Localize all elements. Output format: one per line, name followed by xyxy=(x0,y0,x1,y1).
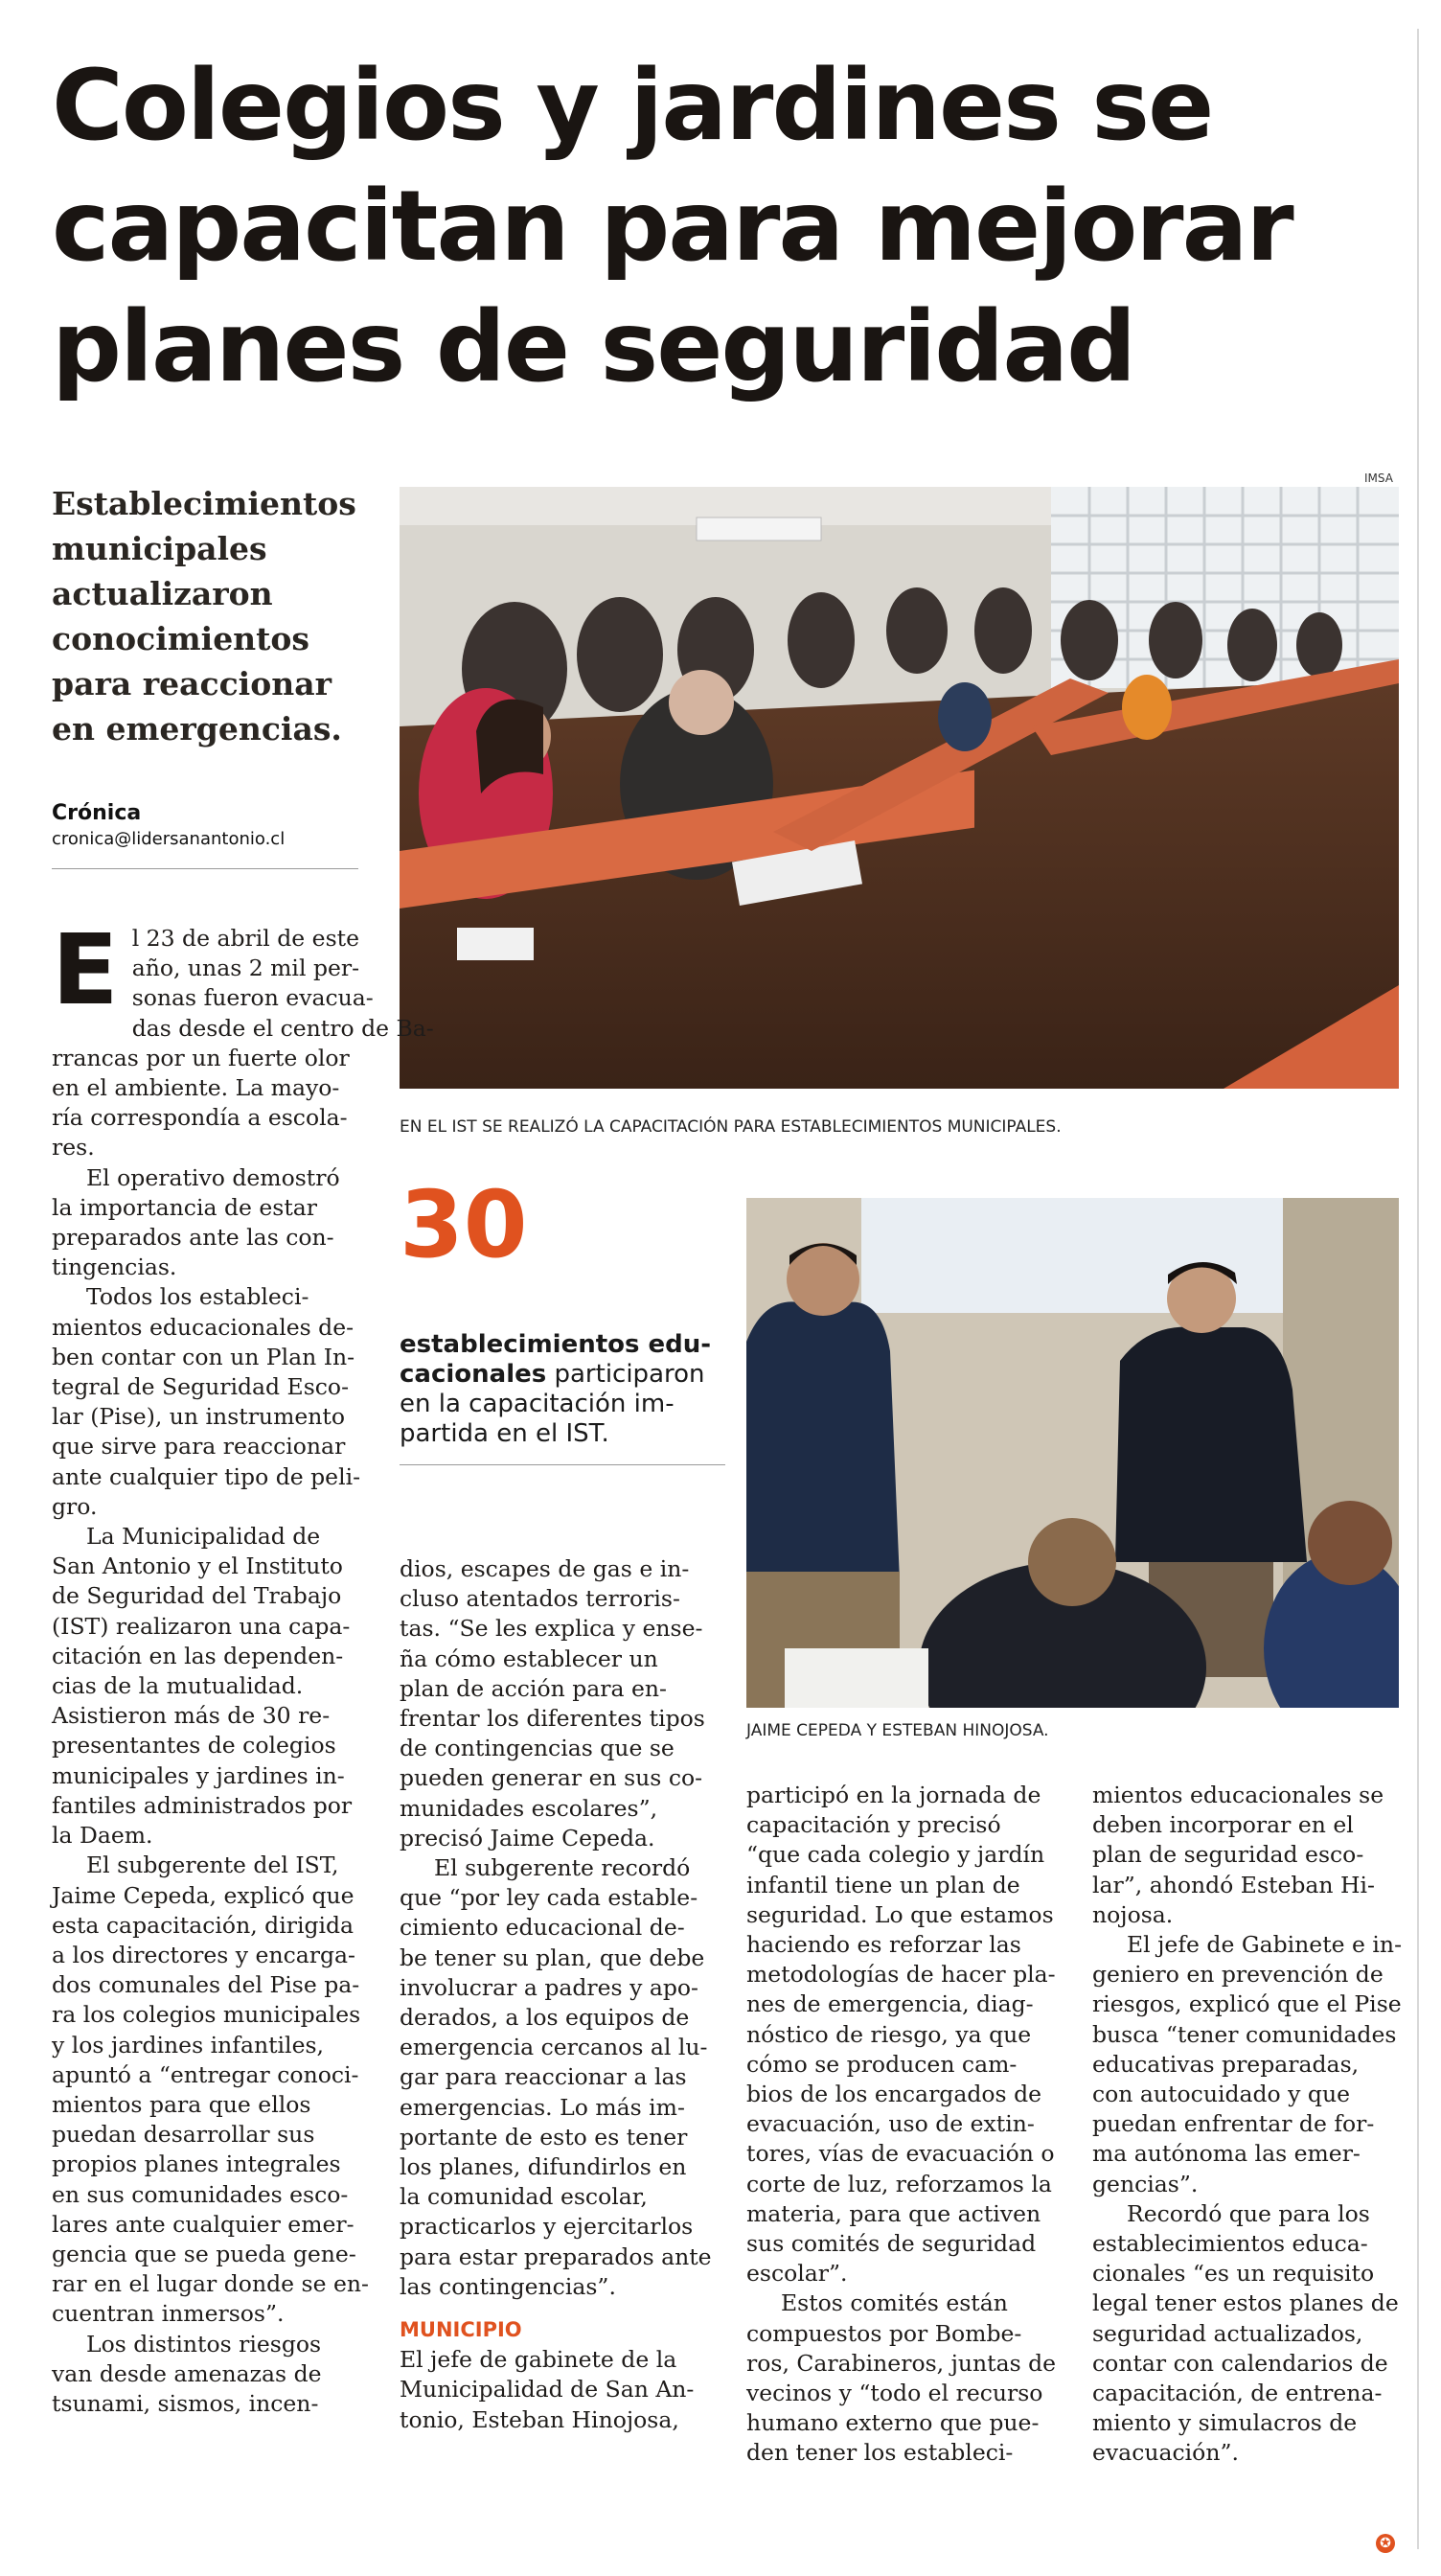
body-line: apuntó a “entregar conoci- xyxy=(52,2060,359,2088)
headline xyxy=(52,46,1393,408)
body-line: gro. xyxy=(52,1492,98,1520)
body-line: (IST) realizaron una capa- xyxy=(52,1612,351,1640)
body-line: precisó Jaime Cepeda. xyxy=(400,1824,655,1852)
body-line: presentantes de colegios xyxy=(52,1732,336,1760)
body-line: mientos educacionales se xyxy=(1092,1782,1384,1808)
body-line: ma autónoma las emer- xyxy=(1092,2140,1361,2168)
body-line: educativas preparadas, xyxy=(1092,2050,1360,2078)
body-line: lares ante cualquier emer- xyxy=(52,2210,355,2238)
byline-rule xyxy=(52,868,358,869)
body-line: Asistieron más de 30 re- xyxy=(52,1702,331,1730)
body-line: puedan desarrollar sus xyxy=(52,2121,315,2149)
body-line: El jefe de gabinete de la xyxy=(400,2346,677,2374)
body-line: corte de luz, reforzamos la xyxy=(746,2170,1052,2197)
classroom-photo-illustration xyxy=(400,487,1399,1089)
body-line: materia, para que activen xyxy=(746,2199,1041,2227)
body-line: geniero en prevención de xyxy=(1092,1961,1384,1989)
body-line: la Daem. xyxy=(52,1822,153,1850)
headline-line: Colegios y jardines se xyxy=(52,49,1213,163)
body-line: evacuación”. xyxy=(1092,2439,1239,2467)
body-line: legal tener estos planes de xyxy=(1092,2289,1399,2317)
body-line: de contingencias que se xyxy=(400,1735,675,1762)
end-mark-icon: ✪ xyxy=(1376,2534,1395,2553)
body-line: seguridad. Lo que estamos xyxy=(746,1900,1054,1928)
body-line: compuestos por Bombe- xyxy=(746,2319,1022,2347)
body-line: bios de los encargados de xyxy=(746,2081,1042,2108)
body-line: gar para reaccionar a las xyxy=(400,2063,687,2091)
body-line: busca “tener comunidades xyxy=(1092,2020,1397,2048)
body-line: sus comités de seguridad xyxy=(746,2230,1037,2258)
body-line: Todos los estableci- xyxy=(86,1283,309,1311)
body-line: ña cómo establecer un xyxy=(400,1644,658,1672)
body-line: humano externo que pue- xyxy=(746,2409,1040,2437)
body-line: be tener su plan, que debe xyxy=(400,1944,705,1971)
body-line: Jaime Cepeda, explicó que xyxy=(52,1881,355,1909)
body-line: mientos educacionales de- xyxy=(52,1313,355,1341)
body-line: das desde el centro de Ba- xyxy=(131,1014,434,1042)
body-line: cómo se producen cam- xyxy=(746,2050,1018,2078)
photo-caption: JAIME CEPEDA Y ESTEBAN HINOJOSA. xyxy=(746,1721,1049,1740)
body-line: dios, escapes de gas e in- xyxy=(400,1555,690,1582)
stat-bold-line: cacionales xyxy=(400,1360,547,1389)
body-line: El jefe de Gabinete e in- xyxy=(1127,1931,1403,1959)
body-line: la importancia de estar xyxy=(52,1193,318,1221)
body-line: de Seguridad del Trabajo xyxy=(52,1582,342,1610)
body-line: frentar los diferentes tipos xyxy=(400,1705,705,1733)
body-line: esta capacitación, dirigida xyxy=(52,1911,355,1939)
stat-line: partida en el IST. xyxy=(400,1419,609,1448)
body-line: ben contar con un Plan In- xyxy=(52,1343,355,1370)
body-line: tsunami, sismos, incen- xyxy=(52,2389,319,2417)
body-line: cias de la mutualidad. xyxy=(52,1672,304,1700)
body-line: El subgerente recordó xyxy=(434,1854,691,1882)
body-line: ros, Carabineros, juntas de xyxy=(746,2349,1057,2377)
body-line: Los distintos riesgos xyxy=(86,2330,322,2358)
body-line: preparados ante las con- xyxy=(52,1224,334,1252)
body-line: que sirve para reaccionar xyxy=(52,1433,346,1460)
stat-rule xyxy=(400,1464,725,1465)
body-line: gencias”. xyxy=(1092,2170,1199,2197)
body-line: ría correspondía a escola- xyxy=(52,1104,348,1132)
body-line: en el ambiente. La mayo- xyxy=(52,1074,340,1102)
body-line: munidades escolares”, xyxy=(400,1794,658,1822)
body-line: capacitación, de entrena- xyxy=(1092,2380,1383,2407)
body-line: infantil tiene un plan de xyxy=(746,1871,1020,1898)
deck-line: actualizaron xyxy=(52,575,273,612)
body-line: cionales “es un requisito xyxy=(1092,2260,1375,2288)
speakers-photo xyxy=(746,1198,1399,1708)
body-line: la comunidad escolar, xyxy=(400,2183,648,2211)
body-line: capacitación y precisó xyxy=(746,1811,1001,1839)
body-column-2 xyxy=(400,1554,716,2435)
deck-line: en emergencias. xyxy=(52,710,342,748)
body-line: mientos para que ellos xyxy=(52,2090,311,2118)
body-line: nojosa. xyxy=(1092,1900,1174,1928)
body-line: tegral de Seguridad Esco- xyxy=(52,1373,350,1401)
stat-text xyxy=(400,1330,725,1449)
body-line: riesgos, explicó que el Pise xyxy=(1092,1990,1402,2018)
body-line: establecimientos educa- xyxy=(1092,2230,1368,2258)
stat-number: 30 xyxy=(400,1171,528,1278)
body-line: con autocuidado y que xyxy=(1092,2081,1351,2108)
body-line: rar en el lugar donde se en- xyxy=(52,2270,369,2298)
body-line: año, unas 2 mil per- xyxy=(131,954,360,982)
body-line: “que cada colegio y jardín xyxy=(746,1841,1045,1869)
body-line: ra los colegios municipales xyxy=(52,2001,361,2029)
body-line: La Municipalidad de xyxy=(86,1523,321,1551)
body-line: lar (Pise), un instrumento xyxy=(52,1403,345,1431)
body-line: miento y simulacros de xyxy=(1092,2409,1358,2437)
body-line: cluso atentados terroris- xyxy=(400,1585,680,1613)
body-line: para estar preparados ante xyxy=(400,2242,712,2270)
body-line: puedan enfrentar de for- xyxy=(1092,2110,1375,2138)
stat-text-fragment: participaron xyxy=(546,1360,705,1389)
deck-line: conocimientos xyxy=(52,620,310,657)
body-line: deben incorporar en el xyxy=(1092,1811,1354,1839)
body-line: citación en las dependen- xyxy=(52,1642,344,1669)
body-line: Estos comités están xyxy=(781,2289,1008,2317)
byline-section: Crónica xyxy=(52,801,142,825)
body-line: participó en la jornada de xyxy=(746,1782,1041,1808)
body-line: van desde amenazas de xyxy=(52,2359,322,2387)
body-line: vecinos y “todo el recurso xyxy=(746,2380,1043,2407)
body-line: plan de acción para en- xyxy=(400,1674,667,1702)
body-line: cimiento educacional de- xyxy=(400,1914,685,1942)
body-line: derados, a los equipos de xyxy=(400,2004,690,2032)
body-line: las contingencias”. xyxy=(400,2272,616,2300)
body-line: nes de emergencia, diag- xyxy=(746,1990,1034,2018)
body-line: evacuación, uso de extin- xyxy=(746,2110,1035,2138)
body-line: San Antonio y el Instituto xyxy=(52,1552,343,1580)
body-line: El operativo demostró xyxy=(86,1163,340,1191)
body-line: practicarlos y ejercitarlos xyxy=(400,2213,694,2241)
body-line: propios planes integrales xyxy=(52,2150,341,2178)
headline-line: planes de seguridad xyxy=(52,290,1135,404)
deck-line: para reaccionar xyxy=(52,665,332,702)
photo-credit: IMSA xyxy=(1364,472,1393,485)
body-column-4 xyxy=(1092,1781,1403,2469)
body-line: contar con calendarios de xyxy=(1092,2349,1388,2377)
body-line: emergencia cercanos al lu- xyxy=(400,2034,708,2061)
body-line: en sus comunidades esco- xyxy=(52,2180,349,2208)
deck xyxy=(52,481,377,751)
photo-caption: EN EL IST SE REALIZÓ LA CAPACITACIÓN PARA ESTABLECIMIENTOS MUNICIPALES. xyxy=(400,1117,1062,1137)
body-line: los planes, difundirlos en xyxy=(400,2153,687,2181)
body-line: Recordó que para los xyxy=(1127,2199,1370,2227)
body-line: Municipalidad de San An- xyxy=(400,2376,695,2404)
byline xyxy=(52,801,377,849)
body-line: gencia que se pueda gene- xyxy=(52,2240,356,2267)
subhead: MUNICIPIO xyxy=(400,2318,522,2342)
speakers-photo-illustration xyxy=(746,1198,1399,1708)
body-line: tingencias. xyxy=(52,1254,177,1281)
body-line: rrancas por un fuerte olor xyxy=(52,1044,350,1071)
body-line: l 23 de abril de este xyxy=(131,925,359,952)
body-line: escolar”. xyxy=(746,2260,848,2288)
body-line: cuentran inmersos”. xyxy=(52,2300,285,2328)
body-line: tas. “Se les explica y ense- xyxy=(400,1615,703,1643)
body-line: y los jardines infantiles, xyxy=(52,2031,325,2058)
body-line: emergencias. Lo más im- xyxy=(400,2093,685,2121)
body-line: den tener los estableci- xyxy=(746,2439,1014,2467)
body-line: plan de seguridad esco- xyxy=(1092,1841,1364,1869)
stat-bold-line: establecimientos edu- xyxy=(400,1330,712,1359)
body-line: a los directores y encarga- xyxy=(52,1941,355,1968)
body-line: municipales y jardines in- xyxy=(52,1761,345,1789)
stat-line: en la capacitación im- xyxy=(400,1390,675,1418)
body-line: sonas fueron evacua- xyxy=(131,984,374,1012)
body-line: El subgerente del IST, xyxy=(86,1852,339,1879)
body-line: metodologías de hacer pla- xyxy=(746,1961,1056,1989)
body-line: que “por ley cada estable- xyxy=(400,1884,698,1912)
body-line: involucrar a padres y apo- xyxy=(400,1973,698,2001)
classroom-photo xyxy=(400,487,1399,1089)
body-line: pueden generar en sus co- xyxy=(400,1764,703,1792)
body-line: haciendo es reforzar las xyxy=(746,1931,1021,1959)
drop-cap: E xyxy=(52,913,119,1027)
body-line: tonio, Esteban Hinojosa, xyxy=(400,2405,679,2433)
deck-line: municipales xyxy=(52,530,267,567)
body-line: nóstico de riesgo, ya que xyxy=(746,2020,1032,2048)
body-line: ante cualquier tipo de peli- xyxy=(52,1462,361,1490)
body-line: dos comunales del Pise pa- xyxy=(52,1971,360,1999)
headline-line: capacitan para mejorar xyxy=(52,170,1292,284)
body-line: lar”, ahondó Esteban Hi- xyxy=(1092,1871,1375,1898)
body-line: res. xyxy=(52,1134,95,1162)
column-rule xyxy=(1417,29,1419,2549)
body-line: fantiles administrados por xyxy=(52,1791,353,1819)
body-column-3 xyxy=(746,1781,1057,2469)
body-line: tores, vías de evacuación o xyxy=(746,2140,1055,2168)
body-line: seguridad actualizados, xyxy=(1092,2319,1363,2347)
deck-line: Establecimientos xyxy=(52,485,356,522)
body-line: portante de esto es tener xyxy=(400,2123,688,2150)
body-column-1 xyxy=(52,913,434,2419)
byline-email: cronica@lidersanantonio.cl xyxy=(52,829,286,849)
